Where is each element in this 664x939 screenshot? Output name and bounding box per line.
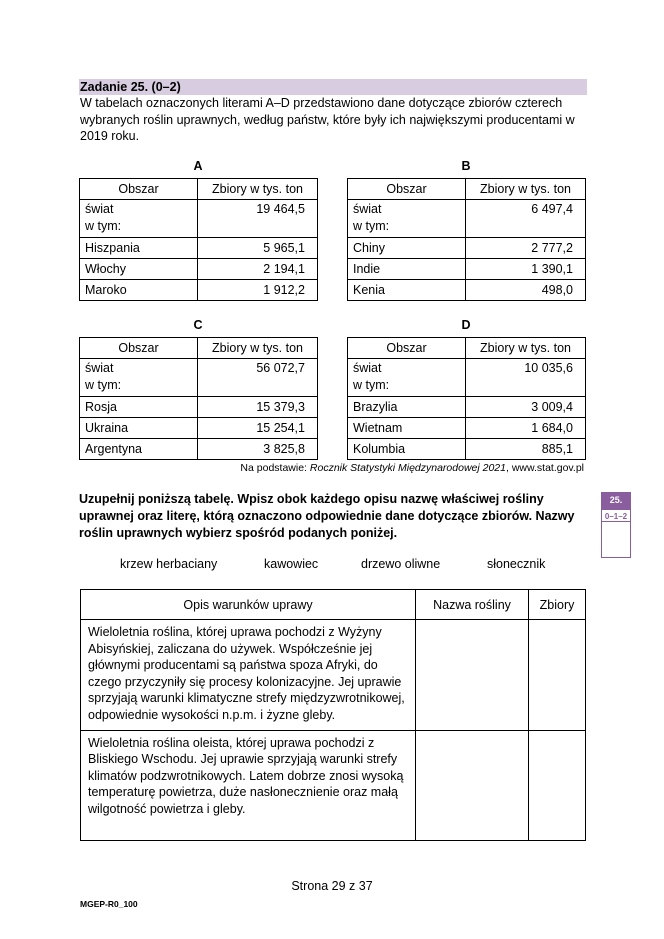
table-a-letter: A [193, 159, 203, 173]
table-d-header-harvest: Zbiory w tys. ton [466, 338, 586, 359]
table-d-row-value: 885,1 [466, 439, 586, 460]
table-b [347, 178, 586, 301]
table-d-row-value: 3 009,4 [466, 397, 586, 418]
score-marker-box[interactable] [601, 522, 631, 558]
answer-header-plant: Nazwa rośliny [416, 590, 529, 620]
source-title: Rocznik Statystyki Międzynarodowej 2021 [309, 462, 506, 474]
table-c-header-harvest: Zbiory w tys. ton [198, 338, 318, 359]
answer-plant-cell[interactable] [416, 620, 529, 731]
plant-option: słonecznik [487, 557, 546, 571]
plant-option: krzew herbaciany [120, 557, 218, 571]
table-d-row-area: Brazylia [348, 397, 466, 418]
score-marker [601, 492, 631, 558]
source-citation: Na podstawie: Rocznik Statystyki Międzynarodowej 2021, www.stat.gov.pl [240, 462, 584, 474]
answer-row-description: Wieloletnia roślina oleista, której uprawa pochodzi z Bliskiego Wschodu. Jej uprawie sprzyjają warunki strefy klimatów podzwrotnikowych. Latem dobrze znosi wysoką temperaturę powietrza, duże nasłonecznienie oraz małą wilgotność powietrza i gleby. [81, 730, 416, 840]
table-a [79, 178, 318, 301]
table-a-row-value: 5 965,1 [198, 238, 318, 259]
page-number: Strona 29 z 37 [291, 879, 373, 893]
exam-code: MGEP-R0_100 [80, 899, 138, 909]
table-b-row-value: 1 390,1 [466, 259, 586, 280]
table-b-row-area: Indie [348, 259, 466, 280]
table-d-row-area: Kolumbia [348, 439, 466, 460]
table-d-world-value: 10 035,6 [466, 359, 586, 397]
table-c-header-area: Obszar [80, 338, 198, 359]
table-a-row-value: 2 194,1 [198, 259, 318, 280]
plant-option: drzewo oliwne [361, 557, 441, 571]
answer-row-description: Wieloletnia roślina, której uprawa pochodzi z Wyżyny Abisyńskiej, zaliczana do używek. Współcześnie jej głównymi producentami są państwa spoza Afryki, do czego przyczyniły się procesy kolonizacyjne. Jej uprawie sprzyjają warunki klimatyczne strefy międzyzwrotnikowej, odpowiednie wysokości n.p.m. i żyzne gleby. [81, 620, 416, 731]
table-b-header-harvest: Zbiory w tys. ton [466, 179, 586, 200]
task-instruction: Uzupełnij poniższą tabelę. Wpisz obok każdego opisu nazwę właściwej rośliny uprawnej oraz literę, którą oznaczono odpowiednie dane dotyczące zbiorów. Nazwy roślin uprawnych wybierz spośród podanych poniżej. [79, 492, 575, 540]
table-b-header-area: Obszar [348, 179, 466, 200]
task-intro: W tabelach oznaczonych literami A–D przedstawiono dane dotyczące zbiorów czterech wybranych roślin uprawnych, według państw, które były ich największymi producentami w 2019 roku. [80, 96, 575, 143]
table-c-world-label: świat w tym: [80, 359, 198, 397]
table-c-row-area: Ukraina [80, 418, 198, 439]
table-d-row-area: Wietnam [348, 418, 466, 439]
answer-header-description: Opis warunków uprawy [81, 590, 416, 620]
table-a-row-area: Hiszpania [80, 238, 198, 259]
table-a-world-value: 19 464,5 [198, 200, 318, 238]
task-title: Zadanie 25. (0–2) [79, 79, 587, 95]
table-d-header-area: Obszar [348, 338, 466, 359]
table-a-header-harvest: Zbiory w tys. ton [198, 179, 318, 200]
table-b-letter: B [461, 159, 471, 173]
score-marker-number: 25. [601, 492, 631, 509]
score-marker-points: 0–1–2 [601, 509, 631, 522]
table-b-world-label: świat w tym: [348, 200, 466, 238]
answer-plant-cell[interactable] [416, 730, 529, 840]
table-c-row-area: Rosja [80, 397, 198, 418]
table-c-row-area: Argentyna [80, 439, 198, 460]
table-a-row-value: 1 912,2 [198, 280, 318, 301]
answer-harvest-cell[interactable] [529, 620, 586, 731]
plant-option: kawowiec [264, 557, 319, 571]
table-a-world-label: świat w tym: [80, 200, 198, 238]
table-a-row-area: Włochy [80, 259, 198, 280]
table-b-row-value: 2 777,2 [466, 238, 586, 259]
table-b-row-area: Chiny [348, 238, 466, 259]
table-c-letter: C [193, 318, 203, 332]
table-b-world-value: 6 497,4 [466, 200, 586, 238]
table-d-letter: D [461, 318, 471, 332]
answer-table [80, 589, 586, 841]
answer-harvest-cell[interactable] [529, 730, 586, 840]
table-c-world-value: 56 072,7 [198, 359, 318, 397]
table-a-row-area: Maroko [80, 280, 198, 301]
table-c [79, 337, 318, 460]
table-c-row-value: 15 254,1 [198, 418, 318, 439]
table-a-header-area: Obszar [80, 179, 198, 200]
table-c-row-value: 15 379,3 [198, 397, 318, 418]
table-d [347, 337, 586, 460]
table-c-row-value: 3 825,8 [198, 439, 318, 460]
table-d-world-label: świat w tym: [348, 359, 466, 397]
table-b-row-value: 498,0 [466, 280, 586, 301]
answer-header-harvest: Zbiory [529, 590, 586, 620]
table-b-row-area: Kenia [348, 280, 466, 301]
table-d-row-value: 1 684,0 [466, 418, 586, 439]
